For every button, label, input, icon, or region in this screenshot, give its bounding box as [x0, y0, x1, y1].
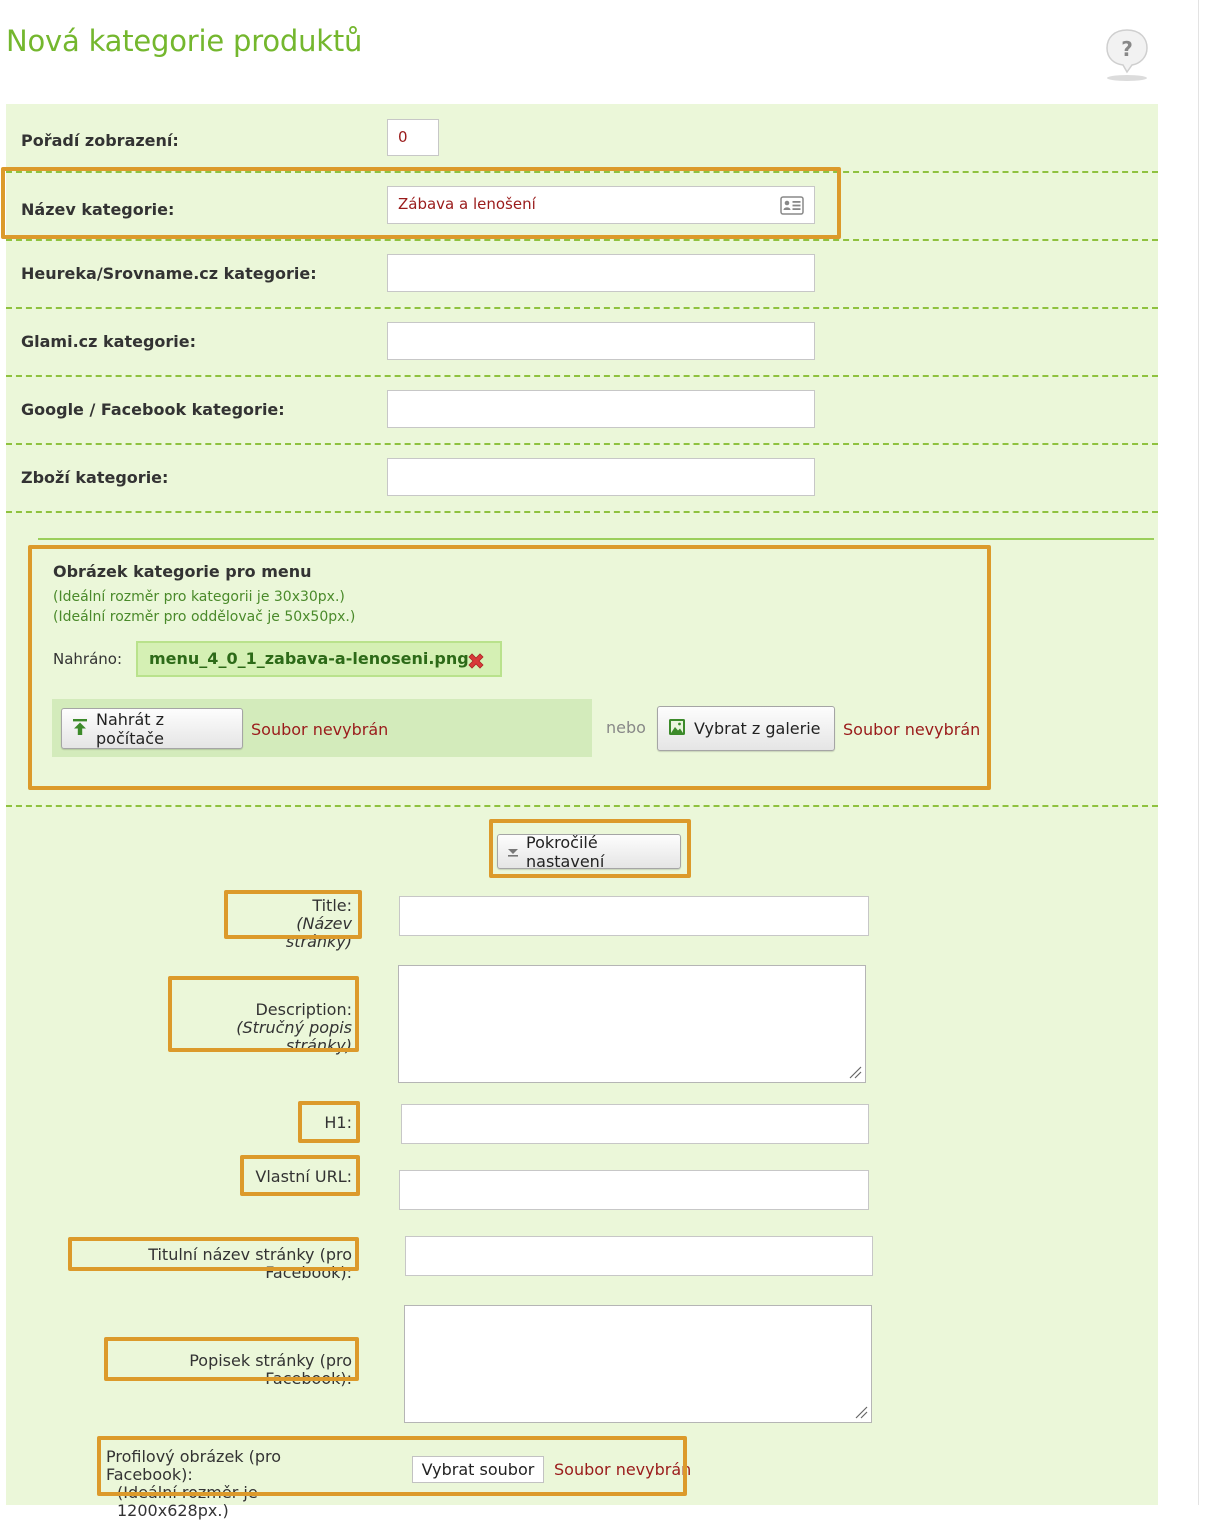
row-divider	[6, 307, 1158, 309]
chevron-down-icon	[506, 842, 520, 861]
choose-from-gallery-label: Vybrat z galerie	[694, 719, 821, 738]
fb-description-textarea[interactable]	[404, 1305, 872, 1423]
seo-description-label	[174, 1001, 352, 1055]
category-name-input[interactable]	[387, 186, 815, 224]
scrollbar[interactable]	[1198, 0, 1227, 1505]
row-divider	[6, 171, 1158, 173]
fb-image-choose-button[interactable]	[412, 1456, 544, 1483]
section-divider	[38, 538, 1154, 540]
fb-image-hint: (Ideální rozměr je 1200x628px.)	[117, 1483, 258, 1520]
seo-description-textarea[interactable]	[398, 965, 866, 1083]
menu-image-title: Obrázek kategorie pro menu	[53, 562, 312, 581]
resize-grip-icon[interactable]	[854, 1405, 868, 1419]
fb-image-choose-label: Vybrat soubor	[421, 1460, 535, 1479]
uploaded-label: Nahráno:	[53, 650, 123, 668]
h1-label: H1:	[324, 1113, 352, 1132]
row-divider	[6, 805, 1158, 807]
advanced-settings-toggle[interactable]	[497, 834, 681, 869]
advanced-settings-label: Pokročilé nastavení	[526, 832, 605, 871]
contact-card-icon[interactable]	[780, 196, 804, 215]
display-order-value: 0	[398, 128, 408, 146]
page-title: Nová kategorie produktů	[6, 24, 363, 58]
upload-from-computer-label: Nahrát z počítače	[96, 709, 165, 748]
or-separator: nebo	[606, 718, 646, 737]
seo-title-label-text: Title:	[312, 896, 352, 915]
fb-title-label: Titulní název stránky (pro Facebook):	[148, 1245, 352, 1282]
category-name-label: Název kategorie:	[21, 200, 175, 219]
fb-image-status: Soubor nevybrán	[554, 1460, 692, 1479]
custom-url-input[interactable]	[399, 1170, 869, 1210]
menu-image-hint-separator: (Ideální rozměr pro oddělovač je 50x50px.)	[53, 609, 356, 625]
glami-category-input[interactable]	[387, 322, 815, 360]
uploaded-file-name: menu_4_0_1_zabava-a-lenoseni.png	[149, 649, 469, 668]
glami-category-label: Glami.cz kategorie:	[21, 332, 197, 351]
row-divider	[6, 239, 1158, 241]
display-order-label: Pořadí zobrazení:	[21, 131, 179, 150]
custom-url-label: Vlastní URL:	[255, 1167, 352, 1186]
seo-title-sublabel: (Název stránky)	[285, 914, 352, 951]
uploaded-file-chip	[136, 641, 502, 677]
display-order-input[interactable]	[387, 119, 439, 156]
fb-image-label	[106, 1448, 352, 1520]
row-divider	[6, 375, 1158, 377]
upload-status: Soubor nevybrán	[251, 720, 389, 739]
gallery-status: Soubor nevybrán	[843, 720, 981, 739]
question-mark-icon[interactable]	[1105, 28, 1149, 82]
choose-from-gallery-button[interactable]	[657, 706, 835, 751]
zbozi-category-input[interactable]	[387, 458, 815, 496]
heureka-category-input[interactable]	[387, 254, 815, 292]
resize-grip-icon[interactable]	[848, 1065, 862, 1079]
upload-from-computer-button[interactable]	[61, 708, 243, 749]
row-divider	[6, 443, 1158, 445]
row-divider	[6, 511, 1158, 513]
svg-text:?: ?	[1121, 37, 1133, 61]
seo-title-label	[228, 897, 352, 951]
seo-title-input[interactable]	[399, 896, 869, 936]
seo-description-label-text: Description:	[255, 1000, 352, 1019]
fb-title-input[interactable]	[405, 1236, 873, 1276]
zbozi-category-label: Zboží kategorie:	[21, 468, 169, 487]
menu-image-hint-category: (Ideální rozměr pro kategorii je 30x30px.)	[53, 589, 345, 605]
upload-arrow-icon	[72, 718, 88, 740]
fb-image-label-text: Profilový obrázek (pro Facebook):	[106, 1447, 282, 1484]
category-name-value: Zábava a lenošení	[398, 195, 536, 213]
h1-input[interactable]	[401, 1104, 869, 1144]
google-facebook-category-label: Google / Facebook kategorie:	[21, 400, 285, 419]
seo-description-sublabel: (Stručný popis stránky)	[236, 1018, 352, 1055]
google-facebook-category-input[interactable]	[387, 390, 815, 428]
heureka-category-label: Heureka/Srovname.cz kategorie:	[21, 264, 317, 283]
gallery-image-icon	[668, 718, 686, 740]
fb-description-label: Popisek stránky (pro Facebook):	[189, 1351, 352, 1388]
remove-file-icon[interactable]	[466, 650, 486, 670]
